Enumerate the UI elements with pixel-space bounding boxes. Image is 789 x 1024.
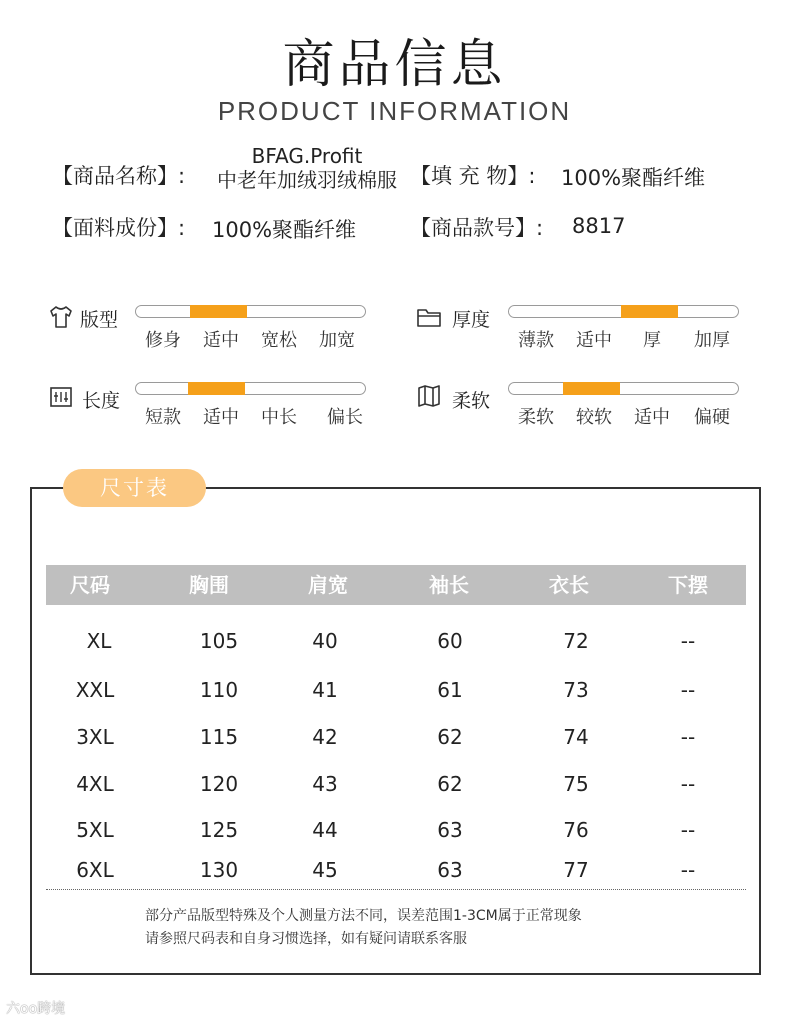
hem-cell: -- [680, 629, 696, 653]
thickness-scale [508, 305, 739, 318]
fit-option: 修身 [145, 330, 181, 351]
hem-cell: -- [680, 678, 696, 702]
filling-label: 【填 充 物】: [410, 164, 536, 188]
softness-label: 柔软 [452, 390, 491, 412]
length-option: 短款 [145, 407, 181, 428]
fit-option: 宽松 [261, 330, 297, 351]
shoulder-cell: 45 [312, 858, 338, 882]
table-divider [46, 889, 746, 890]
sleeve-cell: 61 [437, 678, 463, 702]
length-option: 偏长 [327, 407, 363, 428]
style-number-value: 8817 [572, 214, 626, 238]
fit-scale [135, 305, 366, 318]
chest-cell: 105 [199, 629, 239, 653]
fabric-value: 100%聚酯纤维 [212, 218, 357, 242]
column-header: 肩宽 [308, 573, 348, 597]
column-header: 衣长 [549, 573, 589, 597]
folder-icon [416, 304, 442, 330]
shoulder-cell: 43 [312, 772, 338, 796]
ruler-icon [48, 384, 74, 410]
length-cell: 76 [563, 818, 589, 842]
hem-cell: -- [680, 725, 696, 749]
softness-option: 适中 [634, 407, 670, 428]
fit-option: 加宽 [319, 330, 355, 351]
product-name: 中老年加绒羽绒棉服 [217, 168, 397, 192]
softness-scale [508, 382, 739, 395]
thickness-option: 适中 [576, 330, 612, 351]
length-cell: 72 [563, 629, 589, 653]
sleeve-cell: 62 [437, 772, 463, 796]
product-name-value [205, 144, 409, 192]
size-cell: 5XL [76, 818, 114, 842]
shoulder-cell: 42 [312, 725, 338, 749]
length-selected-segment [188, 382, 245, 395]
product-brand: BFAG.Profit [251, 144, 363, 168]
fit-option: 适中 [203, 330, 239, 351]
fit-selected-segment [190, 305, 247, 318]
chest-cell: 125 [199, 818, 239, 842]
watermark-logo: 六oo跨境 [6, 1001, 66, 1017]
style-number-label: 【商品款号】: [410, 216, 544, 240]
size-cell: XXL [75, 678, 115, 702]
length-cell: 74 [563, 725, 589, 749]
chest-cell: 130 [199, 858, 239, 882]
thickness-option: 厚 [643, 330, 661, 351]
shirt-icon [48, 304, 74, 330]
chest-cell: 115 [199, 725, 239, 749]
size-cell: 3XL [76, 725, 114, 749]
hem-cell: -- [680, 858, 696, 882]
length-cell: 73 [563, 678, 589, 702]
thickness-label: 厚度 [452, 309, 491, 331]
sleeve-cell: 60 [437, 629, 463, 653]
sleeve-cell: 63 [437, 818, 463, 842]
length-label: 长度 [82, 390, 121, 412]
hem-cell: -- [680, 772, 696, 796]
size-cell: 4XL [76, 772, 114, 796]
thickness-option: 薄款 [518, 330, 554, 351]
length-option: 中长 [261, 407, 297, 428]
column-header: 下摆 [668, 573, 708, 597]
length-option: 适中 [203, 407, 239, 428]
filling-value: 100%聚酯纤维 [561, 166, 706, 190]
size-cell: XL [86, 629, 112, 653]
size-note-line1: 部分产品版型特殊及个人测量方法不同，误差范围1-3CM属于正常现象 [145, 908, 582, 924]
length-cell: 77 [563, 858, 589, 882]
size-table-header [46, 565, 746, 605]
softness-option: 偏硬 [694, 407, 730, 428]
shoulder-cell: 41 [312, 678, 338, 702]
length-scale [135, 382, 366, 395]
fabric-label: 【面料成份】: [52, 216, 186, 240]
chest-cell: 120 [199, 772, 239, 796]
column-header: 胸围 [189, 573, 229, 597]
size-chart-title: 尺寸表 [63, 469, 206, 507]
softness-option: 柔软 [518, 407, 554, 428]
sleeve-cell: 62 [437, 725, 463, 749]
length-cell: 75 [563, 772, 589, 796]
shoulder-cell: 44 [312, 818, 338, 842]
softness-selected-segment [563, 382, 620, 395]
page-subtitle: PRODUCT INFORMATION [217, 96, 572, 126]
chest-cell: 110 [199, 678, 239, 702]
sleeve-cell: 63 [437, 858, 463, 882]
shoulder-cell: 40 [312, 629, 338, 653]
size-chart-panel [30, 487, 761, 975]
page-title: 商品信息 [282, 35, 507, 95]
size-note-line2: 请参照尺码表和自身习惯选择，如有疑问请联系客服 [145, 931, 467, 947]
thickness-option: 加厚 [694, 330, 730, 351]
softness-option: 较软 [576, 407, 612, 428]
column-header: 尺码 [70, 573, 110, 597]
thickness-selected-segment [621, 305, 678, 318]
hem-cell: -- [680, 818, 696, 842]
fit-label: 版型 [80, 309, 119, 331]
size-cell: 6XL [76, 858, 114, 882]
column-header: 袖长 [429, 573, 469, 597]
product-name-label: 【商品名称】: [52, 164, 186, 188]
book-icon [416, 383, 442, 409]
